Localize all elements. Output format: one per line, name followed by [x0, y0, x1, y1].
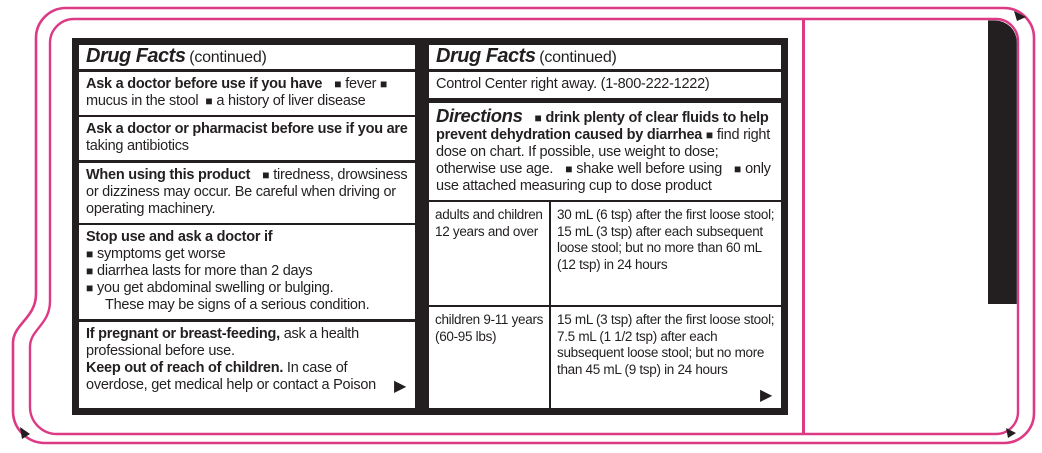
dose-group-cell — [429, 305, 549, 408]
drug-facts-title — [79, 45, 415, 69]
stop-use-heading: Stop use and ask a doctor if — [86, 229, 273, 245]
bullet-icon: ■ — [86, 264, 94, 278]
bullet-icon: ■ — [734, 161, 742, 176]
bullet-icon: ■ — [534, 110, 542, 125]
drug-facts-continued-text: (continued) — [189, 49, 267, 66]
dose-amount-cell — [549, 202, 781, 305]
directions-heading: Directions — [436, 104, 523, 126]
dose-amount-text: 30 mL (6 tsp) after the first loose stool; 15 mL (3 tsp) after each subsequent loose stool; but no more than 60 mL (12 tsp) in 24 hours — [557, 207, 775, 272]
dose-group-text: children 9-11 years (60-95 lbs) — [435, 312, 544, 344]
drug-facts-title-text: Drug Facts — [436, 45, 536, 67]
continued-arrow-icon: ▶ — [759, 387, 772, 404]
directions-item: shake well before using — [576, 160, 723, 177]
drug-facts-left-panel — [72, 38, 422, 415]
ask-doctor-heading: Ask a doctor before use if you have — [86, 75, 323, 92]
dose-group-text: adults and children 12 years and over — [435, 207, 543, 239]
keep-out-line — [86, 360, 408, 394]
ask-doctor-section — [79, 72, 415, 115]
poison-control-text: Control Center right away. (1-800-222-1222) — [436, 75, 710, 92]
bullet-icon: ■ — [205, 93, 213, 108]
ask-pharmacist-heading: Ask a doctor or pharmacist before use if you are — [86, 121, 408, 137]
keep-out-heading: Keep out of reach of children. — [86, 359, 284, 376]
directions-lead: drink plenty of clear fluids to help prevent dehydration caused by diarrhea — [436, 109, 769, 143]
directions-item: find right dose on chart. If possible, use weight to dose; otherwise use age. — [436, 126, 771, 177]
dosing-table — [429, 202, 781, 408]
stop-use-item-text: symptoms get worse — [97, 246, 226, 262]
ask-pharmacist-text: taking antibiotics — [86, 138, 189, 154]
keep-out-text: In case of overdose, get medical help or contact a Poison — [86, 359, 376, 393]
when-using-heading: When using this product — [86, 166, 251, 183]
continued-arrow-icon: ▶ — [393, 377, 406, 395]
bullet-icon: ■ — [86, 247, 94, 261]
drug-facts-title — [429, 45, 781, 69]
stop-use-item — [86, 246, 408, 263]
stop-use-note: These may be signs of a serious condition. — [105, 297, 370, 313]
drug-facts-right-panel — [422, 38, 788, 415]
dose-group-cell — [429, 202, 549, 305]
when-using-text: tiredness, drowsiness or dizziness may occur. Be careful when driving or operating machinery. — [86, 166, 408, 217]
ask-doctor-item: fever — [345, 75, 377, 92]
pregnancy-heading: If pregnant or breast-feeding, — [86, 325, 280, 342]
dose-amount-cell — [549, 305, 781, 408]
directions-item: only use attached measuring cup to dose product — [436, 160, 771, 194]
stop-use-item — [86, 263, 408, 280]
pregnancy-line — [86, 326, 408, 360]
drug-facts-title-text: Drug Facts — [86, 45, 186, 67]
stop-use-item-text: diarrhea lasts for more than 2 days — [97, 263, 313, 279]
bullet-icon: ■ — [86, 281, 94, 295]
spine-black-bar — [988, 21, 1017, 305]
bullet-icon: ■ — [262, 167, 270, 182]
dose-amount-text: 15 mL (3 tsp) after the first loose stool; 7.5 mL (1 1/2 tsp) after each subsequent loose stool; but no more than 45 mL (9 tsp) in 24 hours — [557, 312, 775, 377]
stop-use-item-text: you get abdominal swelling or bulging. — [97, 280, 334, 296]
stop-use-item — [86, 280, 408, 297]
bullet-icon: ■ — [565, 161, 573, 176]
ask-doctor-item: mucus in the stool — [86, 92, 199, 109]
pregnancy-text: ask a health professional before use. — [86, 325, 359, 359]
when-using-section — [79, 163, 415, 223]
ask-pharmacist-section — [79, 117, 415, 160]
poison-control-section — [429, 72, 781, 98]
pregnancy-keepout-section — [79, 322, 415, 399]
directions-section — [429, 103, 781, 200]
bullet-icon: ■ — [705, 127, 714, 142]
stop-use-section — [79, 225, 415, 319]
drug-facts-continued-text: (continued) — [539, 49, 617, 66]
bullet-icon: ■ — [380, 76, 388, 91]
ask-doctor-item: a history of liver disease — [216, 92, 366, 109]
bullet-icon: ■ — [334, 76, 342, 91]
